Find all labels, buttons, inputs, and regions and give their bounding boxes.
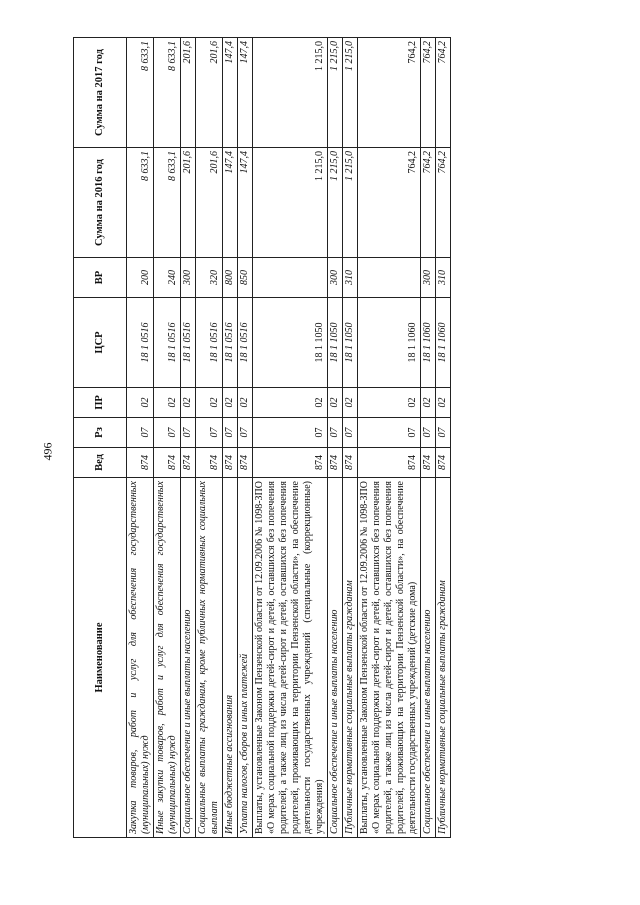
cell-name: Публичные нормативные социальные выплаты гражданам	[436, 478, 451, 838]
table-row	[127, 38, 154, 838]
table-row	[436, 38, 451, 838]
cell-sum-2017: 8 633,1	[127, 38, 154, 148]
cell-ved: 874	[436, 448, 451, 478]
header-rz: Рз	[74, 418, 127, 448]
table-body	[127, 38, 451, 838]
cell-pr: 02	[238, 388, 253, 418]
cell-sum-2017: 201,6	[196, 38, 223, 148]
cell-vr: 200	[127, 258, 154, 298]
table-row	[328, 38, 343, 838]
cell-ved: 874	[253, 448, 328, 478]
cell-pr: 02	[181, 388, 196, 418]
header-sum-2017: Сумма на 2017 год	[74, 38, 127, 148]
table-row	[154, 38, 181, 838]
cell-name: Иные бюджетные ассигнования	[223, 478, 238, 838]
cell-sum-2017: 201,6	[181, 38, 196, 148]
cell-ved: 874	[421, 448, 436, 478]
cell-vr: 300	[421, 258, 436, 298]
cell-vr: 240	[154, 258, 181, 298]
header-name: Наименование	[74, 478, 127, 838]
cell-vr: 800	[223, 258, 238, 298]
cell-sum-2016: 201,6	[181, 148, 196, 258]
cell-name: Иные закупки товаров, работ и услуг для обеспечения государственных (муниципальных) нужд	[154, 478, 181, 838]
cell-vr: 320	[196, 258, 223, 298]
cell-sum-2016: 147,4	[223, 148, 238, 258]
cell-name: Выплаты, установленные Законом Пензенской области от 12.09.2006 № 1098-ЗПО «О мерах социальной поддержки детей-сирот и детей, оставшихся без попечения родителей, а также лиц из числа детей-сирот и детей, оставшихся без попечения родителей, проживающих на территории Пензенской области», на обеспечение деятельности государственных учреждений (детские дома)	[358, 478, 421, 838]
cell-pr: 02	[421, 388, 436, 418]
header-ved: Вед	[74, 448, 127, 478]
table-row	[196, 38, 223, 838]
cell-name: Социальные выплаты гражданам, кроме публичных нормативных социальных выплат	[196, 478, 223, 838]
cell-sum-2016: 1 215,0	[343, 148, 358, 258]
cell-sum-2017: 1 215,0	[343, 38, 358, 148]
header-sum-2016: Сумма на 2016 год	[74, 148, 127, 258]
table-row	[253, 38, 328, 838]
cell-ved: 874	[154, 448, 181, 478]
cell-rz: 07	[253, 418, 328, 448]
table-row	[238, 38, 253, 838]
cell-vr: 310	[436, 258, 451, 298]
cell-name: Социальное обеспечение и иные выплаты населению	[181, 478, 196, 838]
cell-ved: 874	[196, 448, 223, 478]
cell-csr: 18 1 0516	[223, 298, 238, 388]
table-row	[223, 38, 238, 838]
cell-sum-2017: 764,2	[358, 38, 421, 148]
cell-sum-2016: 1 215,0	[253, 148, 328, 258]
cell-ved: 874	[127, 448, 154, 478]
table-row	[358, 38, 421, 838]
cell-pr: 02	[343, 388, 358, 418]
cell-sum-2017: 1 215,0	[253, 38, 328, 148]
cell-sum-2016: 147,4	[238, 148, 253, 258]
cell-sum-2016: 8 633,1	[127, 148, 154, 258]
header-csr: ЦСР	[74, 298, 127, 388]
cell-pr: 02	[328, 388, 343, 418]
cell-vr: 850	[238, 258, 253, 298]
cell-pr: 02	[436, 388, 451, 418]
cell-rz: 07	[343, 418, 358, 448]
cell-csr: 18 1 0516	[154, 298, 181, 388]
cell-csr: 18 1 1050	[253, 298, 328, 388]
cell-rz: 07	[358, 418, 421, 448]
table-row	[181, 38, 196, 838]
cell-ved: 874	[358, 448, 421, 478]
cell-rz: 07	[196, 418, 223, 448]
rotated-table-container	[73, 38, 515, 838]
cell-pr: 02	[196, 388, 223, 418]
cell-pr: 02	[253, 388, 328, 418]
cell-csr: 18 1 1060	[436, 298, 451, 388]
cell-name: Выплаты, установленные Законом Пензенской области от 12.09.2006 № 1098-ЗПО «О мерах социальной поддержки детей-сирот и детей, оставшихся без попечения родителей, а также лиц из числа детей-сирот и детей, оставшихся без попечения родителей, проживающих на территории Пензенской области», на обеспечение деятельности государственных учреждений (специальные (коррекционные) учреждения)	[253, 478, 328, 838]
cell-pr: 02	[127, 388, 154, 418]
cell-vr: 300	[328, 258, 343, 298]
cell-csr: 18 1 0516	[181, 298, 196, 388]
cell-sum-2016: 8 633,1	[154, 148, 181, 258]
cell-name: Уплата налогов, сборов и иных платежей	[238, 478, 253, 838]
cell-rz: 07	[154, 418, 181, 448]
cell-ved: 874	[181, 448, 196, 478]
cell-csr: 18 1 0516	[238, 298, 253, 388]
cell-vr: 310	[343, 258, 358, 298]
cell-rz: 07	[238, 418, 253, 448]
cell-sum-2016: 764,2	[421, 148, 436, 258]
cell-sum-2017: 147,4	[238, 38, 253, 148]
cell-vr	[358, 258, 421, 298]
cell-name: Социальное обеспечение и иные выплаты населению	[328, 478, 343, 838]
cell-ved: 874	[238, 448, 253, 478]
cell-name: Социальное обеспечение и иные выплаты населению	[421, 478, 436, 838]
cell-ved: 874	[223, 448, 238, 478]
header-pr: ПР	[74, 388, 127, 418]
cell-pr: 02	[358, 388, 421, 418]
cell-ved: 874	[328, 448, 343, 478]
cell-vr	[253, 258, 328, 298]
cell-rz: 07	[421, 418, 436, 448]
cell-sum-2017: 147,4	[223, 38, 238, 148]
cell-sum-2017: 764,2	[436, 38, 451, 148]
cell-sum-2016: 764,2	[436, 148, 451, 258]
cell-ved: 874	[343, 448, 358, 478]
cell-csr: 18 1 1050	[343, 298, 358, 388]
cell-rz: 07	[223, 418, 238, 448]
cell-sum-2017: 8 633,1	[154, 38, 181, 148]
table-row	[421, 38, 436, 838]
budget-table	[73, 37, 451, 838]
cell-sum-2016: 764,2	[358, 148, 421, 258]
cell-csr: 18 1 0516	[127, 298, 154, 388]
cell-rz: 07	[181, 418, 196, 448]
cell-sum-2017: 1 215,0	[328, 38, 343, 148]
cell-rz: 07	[328, 418, 343, 448]
cell-rz: 07	[436, 418, 451, 448]
cell-rz: 07	[127, 418, 154, 448]
cell-sum-2016: 1 215,0	[328, 148, 343, 258]
table-header-row	[74, 38, 127, 838]
cell-csr: 18 1 1060	[421, 298, 436, 388]
cell-csr: 18 1 1050	[328, 298, 343, 388]
table-row	[343, 38, 358, 838]
header-vr: ВР	[74, 258, 127, 298]
cell-vr: 300	[181, 258, 196, 298]
cell-csr: 18 1 1060	[358, 298, 421, 388]
cell-pr: 02	[154, 388, 181, 418]
cell-pr: 02	[223, 388, 238, 418]
cell-name: Публичные нормативные социальные выплаты гражданам	[343, 478, 358, 838]
cell-sum-2016: 201,6	[196, 148, 223, 258]
cell-csr: 18 1 0516	[196, 298, 223, 388]
page-number: 496	[40, 442, 55, 461]
cell-sum-2017: 764,2	[421, 38, 436, 148]
cell-name: Закупка товаров, работ и услуг для обеспечения государственных (муниципальных) нужд	[127, 478, 154, 838]
